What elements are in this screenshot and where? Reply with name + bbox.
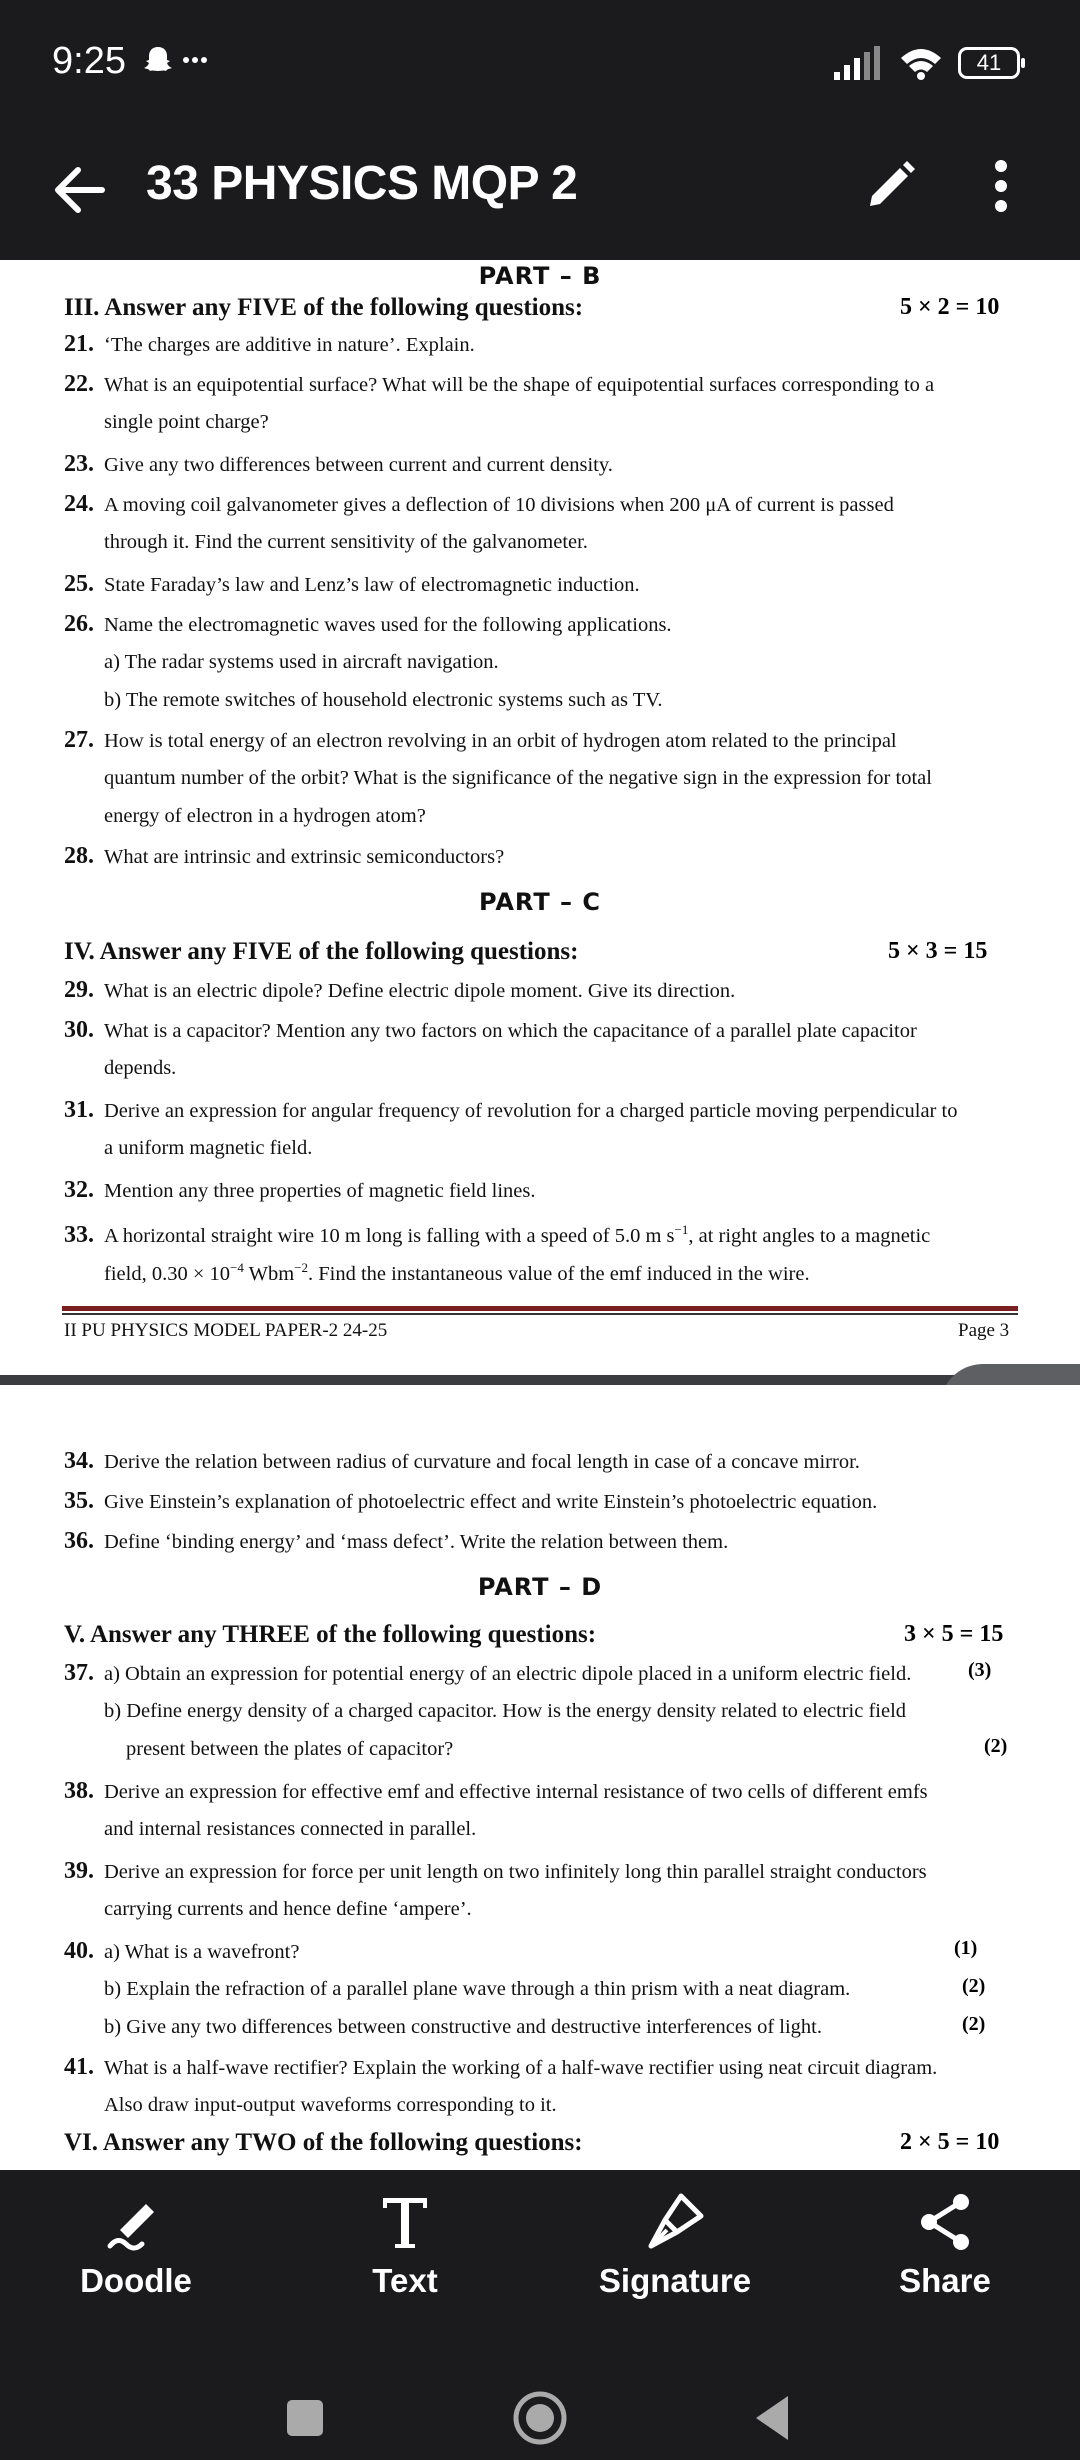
question-26-a: a) The radar systems used in aircraft navigation.: [104, 651, 499, 673]
document-title: 33 PHYSICS MQP 2: [146, 157, 578, 210]
notification-icons: [142, 44, 212, 81]
question-39-cont: carrying currents and hence define ‘ampere’.: [104, 1898, 472, 1920]
question-40-a-marks: (1): [954, 1937, 978, 1959]
question-27-cont-1: quantum number of the orbit? What is the significance of the negative sign in the expression for total: [104, 767, 932, 789]
footer-paper-title: II PU PHYSICS MODEL PAPER-2 24-25: [64, 1320, 388, 1341]
back-button[interactable]: [52, 162, 108, 223]
question-41: 41. What is a half-wave rectifier? Explain the working of a half-wave rectifier using neat circuit diagram.: [64, 2054, 938, 2080]
question-30: 30. What is a capacitor? Mention any two factors on which the capacitance of a parallel plate capacitor: [64, 1017, 917, 1043]
doodle-button[interactable]: [36, 2190, 236, 2300]
snapchat-ghost-icon: [142, 44, 212, 76]
section-marks-iii: 5 × 2 = 10: [900, 294, 1000, 320]
question-23: 23. Give any two differences between current and current density.: [64, 451, 613, 477]
question-37-b-cont: present between the plates of capacitor?: [126, 1738, 454, 1760]
share-label: Share: [899, 2262, 991, 2299]
question-41-cont: Also draw input-output waveforms corresponding to it.: [104, 2094, 557, 2116]
fountain-pen-icon: [643, 2190, 707, 2254]
question-40-b-marks: (2): [962, 1975, 986, 1997]
question-24-cont: through it. Find the current sensitivity of the galvanometer.: [104, 531, 588, 553]
question-36: 36. Define ‘binding energy’ and ‘mass defect’. Write the relation between them.: [64, 1528, 729, 1554]
share-icon: [913, 2190, 977, 2254]
wifi-icon: [898, 46, 944, 80]
question-27-cont-2: energy of electron in a hydrogen atom?: [104, 805, 426, 827]
share-button[interactable]: [845, 2190, 1045, 2300]
question-38-cont: and internal resistances connected in parallel.: [104, 1818, 477, 1840]
app-bar: [0, 128, 1080, 260]
question-21: 21. ‘The charges are additive in nature’. Explain.: [64, 331, 475, 357]
section-title-part-b: PART – B: [478, 262, 602, 290]
question-28: 28. What are intrinsic and extrinsic semiconductors?: [64, 843, 505, 869]
question-37-b: b) Define energy density of a charged capacitor. How is the energy density related to electric field: [104, 1700, 907, 1722]
question-35: 35. Give Einstein’s explanation of photoelectric effect and write Einstein’s photoelectric equation.: [64, 1488, 878, 1514]
status-bar: [0, 0, 1080, 128]
question-37-a-marks: (3): [968, 1659, 992, 1681]
question-40-b: b) Explain the refraction of a parallel plane wave through a thin prism with a neat diagram.: [104, 1978, 851, 2000]
edit-button[interactable]: [862, 158, 918, 219]
footer-rule: [62, 1306, 1018, 1311]
recents-icon[interactable]: [285, 2398, 325, 2438]
more-options-button[interactable]: [986, 156, 1016, 221]
question-33-cont: field, $0.30 \times 10^{-4}$ Wbm$^{-2}$. Find the instantaneous value of the emf induced in the wire.: [104, 1260, 810, 1285]
question-27: 27. How is total energy of an electron revolving in an orbit of hydrogen atom related to the principal: [64, 727, 897, 753]
section-marks-iv: 5 × 3 = 15: [888, 938, 988, 964]
pdf-page-3: [0, 260, 1080, 1375]
section-heading-iii: III. Answer any FIVE of the following questions:: [64, 294, 584, 321]
more-vert-icon: [986, 156, 1016, 216]
section-heading-iv: IV. Answer any FIVE of the following questions:: [64, 938, 579, 965]
battery-indicator: 41: [958, 47, 1020, 79]
question-25: 25. State Faraday’s law and Lenz’s law of electromagnetic induction.: [64, 571, 640, 597]
section-marks-vi: 2 × 5 = 10: [900, 2129, 1000, 2155]
question-32: 32. Mention any three properties of magnetic field lines.: [64, 1177, 536, 1203]
question-31-cont: a uniform magnetic field.: [104, 1137, 313, 1159]
question-24: 24. A moving coil galvanometer gives a deflection of 10 divisions when 200 μA of current is passed: [64, 491, 894, 517]
question-34: 34. Derive the relation between radius of curvature and focal length in case of a concave mirror.: [64, 1448, 860, 1474]
text-button[interactable]: [305, 2190, 505, 2300]
doodle-label: Doodle: [80, 2262, 192, 2299]
question-39: 39. Derive an expression for force per unit length on two infinitely long thin parallel straight conductors: [64, 1858, 927, 1884]
section-heading-vi: VI. Answer any TWO of the following questions:: [64, 2129, 583, 2156]
question-30-cont: depends.: [104, 1057, 177, 1079]
text-label: Text: [372, 2262, 438, 2299]
back-arrow-icon: [52, 162, 108, 218]
section-heading-v: V. Answer any THREE of the following questions:: [64, 1621, 597, 1648]
question-37-a: 37. a) Obtain an expression for potential energy of an electric dipole placed in a uniform electric field.: [64, 1660, 912, 1686]
footer-page-number: Page 3: [958, 1320, 1010, 1341]
signal-icon: [832, 46, 884, 80]
section-title-part-d: PART – D: [477, 1573, 603, 1601]
question-26: 26. Name the electromagnetic waves used for the following applications.: [64, 611, 672, 637]
question-40-c: b) Give any two differences between constructive and destructive interferences of light.: [104, 2016, 822, 2038]
pdf-page-4: [0, 1385, 1080, 2170]
question-26-b: b) The remote switches of household electronic systems such as TV.: [104, 689, 663, 711]
question-40-c-marks: (2): [962, 2013, 986, 2035]
signature-label: Signature: [598, 2262, 752, 2299]
pencil-icon: [862, 158, 918, 214]
bottom-toolbar: [0, 2170, 1080, 2460]
question-33: 33. A horizontal straight wire 10 m long is falling with a speed of 5.0 m $s^{-1}$, at right angles to a magnetic: [64, 1221, 931, 1248]
signature-button[interactable]: [575, 2190, 775, 2300]
question-38: 38. Derive an expression for effective emf and effective internal resistance of two cells of different emfs: [64, 1778, 928, 1804]
section-title-part-c: PART – C: [478, 888, 602, 916]
question-40-a: 40. a) What is a wavefront?: [64, 1938, 300, 1964]
question-29: 29. What is an electric dipole? Define electric dipole moment. Give its direction.: [64, 977, 736, 1003]
question-31: 31. Derive an expression for angular frequency of revolution for a charged particle moving perpendicular to: [64, 1097, 958, 1123]
back-nav-icon[interactable]: [752, 2394, 792, 2442]
text-icon: [373, 2190, 437, 2254]
doodle-icon: [104, 2190, 168, 2254]
system-navigation-bar: [0, 2370, 1080, 2460]
status-time: 9:25: [52, 40, 126, 82]
question-22-cont: single point charge?: [104, 411, 269, 433]
question-37-b-marks: (2): [984, 1735, 1008, 1757]
section-marks-v: 3 × 5 = 15: [904, 1621, 1004, 1647]
question-22: 22. What is an equipotential surface? What will be the shape of equipotential surfaces corresponding to a: [64, 371, 935, 397]
page-separator: [0, 1375, 1080, 1385]
home-icon[interactable]: [512, 2390, 568, 2446]
footer-rule-thin: [62, 1313, 1018, 1315]
